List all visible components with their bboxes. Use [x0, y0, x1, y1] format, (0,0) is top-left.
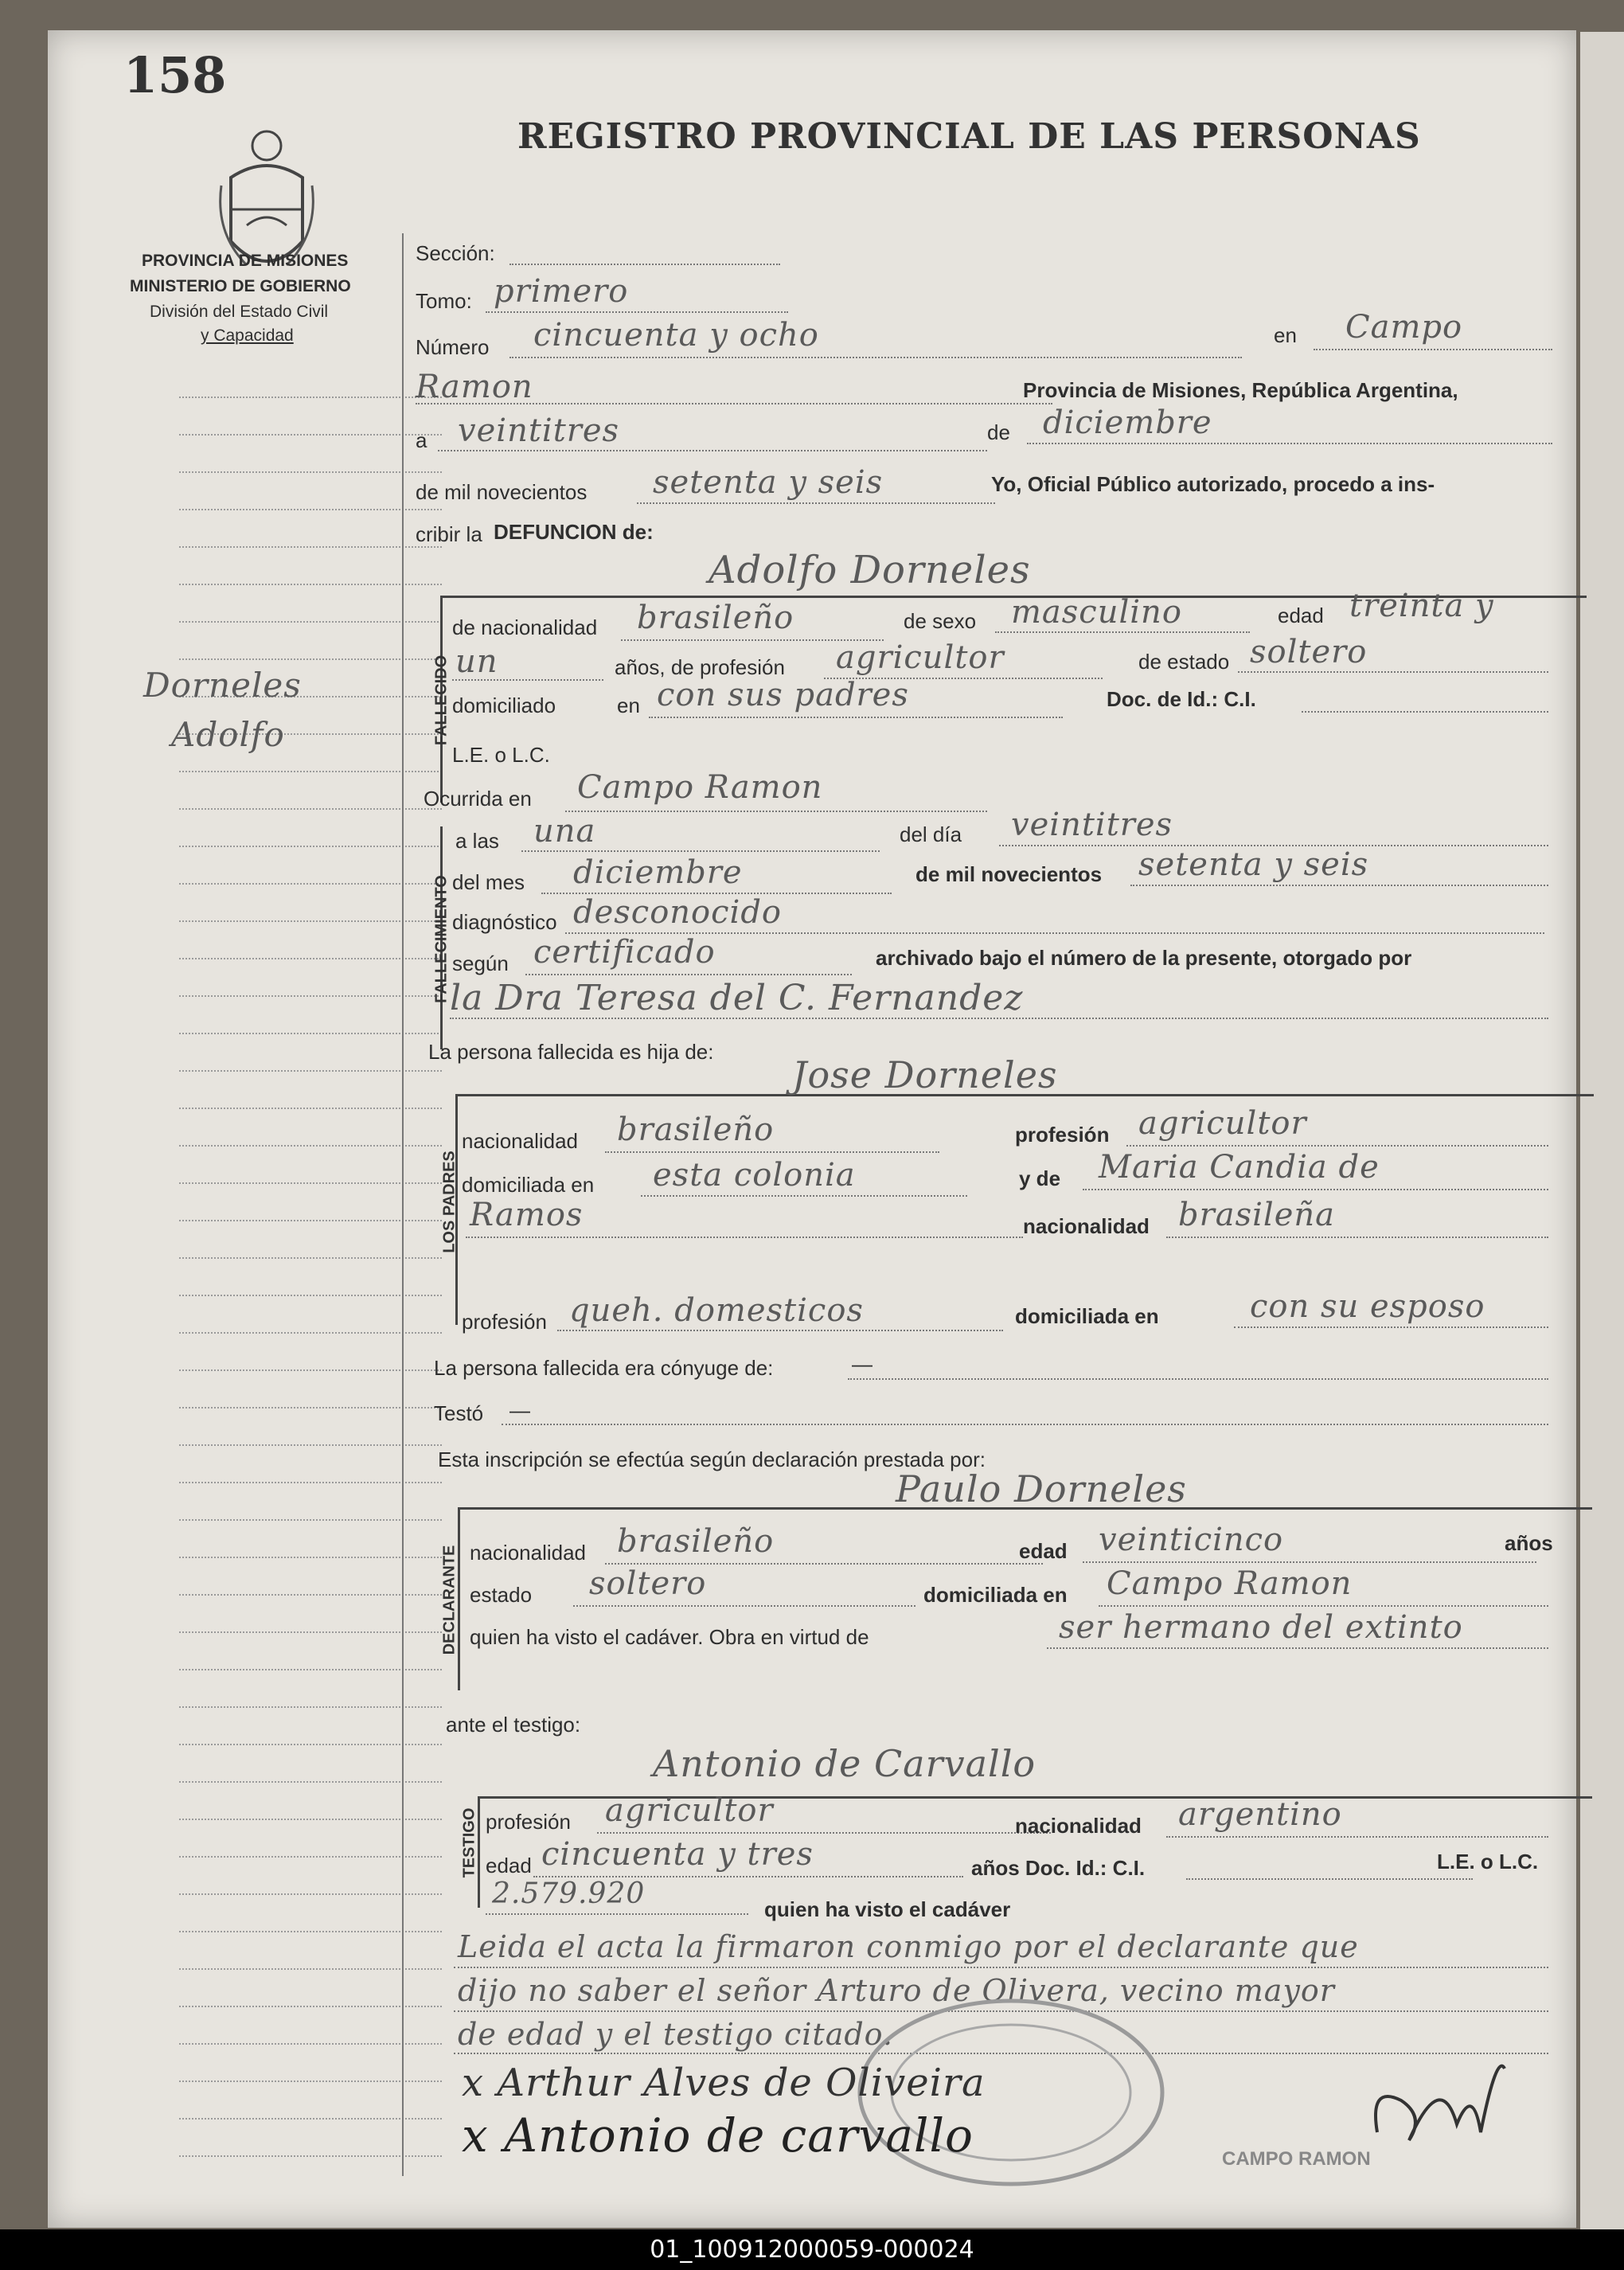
signature-antonio: x Antonio de carvallo	[462, 2108, 974, 2163]
fallecido-side-label: FALLECIDO	[432, 654, 451, 746]
de-label: de	[987, 420, 1010, 444]
test-nac-value: argentino	[1178, 1796, 1342, 1833]
tomo-value: primero	[494, 273, 629, 310]
ocurrida-label: Ocurrida en	[424, 787, 532, 811]
de-mil-label: de mil novecientos	[416, 480, 588, 504]
segun-value: certificado	[533, 934, 716, 971]
seccion-label: Sección:	[416, 241, 495, 265]
decl-dom-value: Campo Ramon	[1107, 1565, 1353, 1602]
estado-label: de estado	[1138, 650, 1230, 674]
margin-divider	[402, 233, 404, 2176]
diagnostico-value: desconocido	[573, 894, 783, 931]
adjacent-page	[1580, 32, 1624, 2229]
edad-cont: un	[455, 643, 498, 680]
lugar-value: Ramon	[416, 369, 533, 405]
decl-estado-label: estado	[470, 1583, 533, 1607]
hora-value: una	[533, 813, 596, 850]
anio-value: setenta y seis	[653, 464, 884, 501]
ocurrida-value: Campo Ramon	[577, 769, 823, 806]
mes-fall-value: diciembre	[573, 854, 743, 891]
tomo-label: Tomo:	[416, 289, 472, 313]
stamp-text: CAMPO RAMON	[1222, 2148, 1371, 2170]
conyuge-label: La persona fallecida era cónyuge de:	[434, 1356, 774, 1380]
cribir-label: cribir la	[416, 522, 482, 546]
del-dia-label: del día	[900, 822, 962, 846]
padres-side-label: LOS PADRES	[440, 1151, 459, 1253]
margin-note-surname: Dorneles	[143, 666, 302, 705]
test-prof-label: profesión	[486, 1810, 571, 1834]
en-value: Campo	[1345, 309, 1463, 346]
sexo-value: masculino	[1011, 594, 1182, 631]
y-de-label: y de	[1019, 1166, 1061, 1190]
padre-prof-label: profesión	[1015, 1123, 1110, 1147]
otorgado-value: la Dra Teresa del C. Fernandez	[450, 978, 1024, 1018]
page-title: REGISTRO PROVINCIAL DE LAS PERSONAS	[517, 116, 1421, 157]
mes-value: diciembre	[1043, 404, 1212, 441]
numero-label: Número	[416, 335, 490, 359]
de-mil-fall-label: de mil novecientos	[915, 862, 1103, 886]
decl-nac-value: brasileño	[617, 1523, 775, 1560]
nacionalidad-label: de nacionalidad	[452, 615, 598, 639]
test-prof-value: agricultor	[605, 1792, 774, 1829]
decl-cadaver-label: quien ha visto el cadáver. Obra en virtud de	[470, 1625, 869, 1649]
doc-id-label: Doc. de Id.: C.I.	[1107, 687, 1256, 711]
decl-anos-label: años	[1505, 1531, 1553, 1555]
test-doc-label: años Doc. Id.: C.I.	[971, 1856, 1146, 1880]
decl-estado-value: soltero	[589, 1565, 707, 1602]
madre-dom-value: con su esposo	[1250, 1288, 1485, 1325]
madre-prof-label: profesión	[462, 1310, 547, 1334]
testo-label: Testó	[434, 1401, 484, 1425]
authority-line-4: y Capacidad	[201, 326, 294, 345]
declarante-side-label: DECLARANTE	[440, 1545, 459, 1655]
madre-nombre: Maria Candia de	[1099, 1149, 1380, 1186]
numero-value: cincuenta y ocho	[533, 317, 819, 354]
declaracion-label: Esta inscripción se efectúa según declaración prestada por:	[438, 1448, 986, 1471]
padre-prof-value: agricultor	[1138, 1105, 1307, 1142]
a-las-label: a las	[455, 829, 499, 853]
authority-line-3: División del Estado Civil	[150, 303, 329, 321]
decl-edad-value: veinticinco	[1099, 1522, 1284, 1558]
fallecimiento-side-label: FALLECIMIENTO	[432, 875, 451, 1003]
archivado-label: archivado bajo el número de la presente, otorgado por	[876, 946, 1412, 970]
profesion-label: años, de profesión	[615, 655, 785, 679]
test-lelc-label: L.E. o L.C.	[1437, 1850, 1539, 1873]
sexo-label: de sexo	[904, 609, 977, 633]
test-nac-label: nacionalidad	[1015, 1814, 1142, 1838]
edad-value: treinta y	[1349, 588, 1494, 624]
anio-fall-value: setenta y seis	[1138, 846, 1369, 883]
closing-note-line-3: de edad y el testigo citado.	[458, 2017, 893, 2052]
en-label: en	[1274, 323, 1297, 347]
signature-arthur: x Arthur Alves de Oliveira	[462, 2061, 986, 2105]
test-doc-value: 2.579.920	[492, 1877, 646, 1910]
decl-dom-label: domiciliada en	[923, 1583, 1068, 1607]
provincia-label: Provincia de Misiones, República Argentina,	[1023, 378, 1458, 402]
del-mes-label: del mes	[452, 870, 525, 894]
testigo-side-label: TESTIGO	[460, 1807, 478, 1878]
padre-nac-value: brasileño	[617, 1112, 775, 1148]
conyuge-value: —	[852, 1352, 873, 1376]
test-edad-value: cincuenta y tres	[541, 1836, 814, 1873]
fallecido-nombre: Adolfo Dorneles	[709, 548, 1031, 592]
madre-nac-value: brasileña	[1178, 1197, 1335, 1233]
official-signature	[1361, 2037, 1521, 2164]
segun-label: según	[452, 951, 509, 975]
document-page	[48, 30, 1576, 2228]
testigo-nombre: Antonio de Carvallo	[653, 1742, 1036, 1785]
domiciliado-label: domiciliado	[452, 694, 556, 717]
dia-value: veintitres	[458, 412, 620, 449]
nacionalidad-value: brasileño	[637, 600, 794, 636]
closing-note-line-1: Leida el acta la firmaron conmigo por el declarante que	[458, 1929, 1359, 1964]
madre-dom-label: domiciliada en	[1015, 1304, 1159, 1328]
dia-fall-value: veintitres	[1011, 807, 1173, 843]
closing-note-line-2: dijo no saber el señor Arturo de Olivera, vecino mayor	[458, 1973, 1335, 2008]
page-number: 158	[123, 46, 227, 104]
en-dom-label: en	[617, 694, 640, 717]
edad-label: edad	[1278, 604, 1324, 627]
a-label: a	[416, 428, 427, 452]
le-lc-label: L.E. o L.C.	[452, 743, 550, 767]
padre-nac-label: nacionalidad	[462, 1129, 579, 1153]
diagnostico-label: diagnóstico	[452, 910, 557, 934]
estado-value: soltero	[1250, 634, 1368, 670]
margin-note-name: Adolfo	[171, 715, 285, 754]
oficial-label: Yo, Oficial Público autorizado, procedo a ins-	[991, 472, 1435, 496]
authority-line-2: MINISTERIO DE GOBIERNO	[130, 277, 351, 295]
file-identifier: 01_100912000059-000024	[0, 2229, 1624, 2270]
padre-nombre: Jose Dorneles	[792, 1053, 1058, 1096]
test-edad-label: edad	[486, 1854, 532, 1877]
ante-testigo-label: ante el testigo:	[446, 1713, 581, 1737]
domicilio-value: con sus padres	[657, 677, 909, 713]
padre-dom-value: esta colonia	[653, 1157, 856, 1194]
declarante-nombre: Paulo Dorneles	[896, 1467, 1187, 1510]
madre-cont: Ramos	[470, 1197, 584, 1233]
testo-value: —	[509, 1398, 530, 1422]
defuncion-label: DEFUNCION de:	[494, 520, 654, 544]
decl-virtud-value: ser hermano del extinto	[1059, 1609, 1463, 1646]
test-visto-label: quien ha visto el cadáver	[764, 1897, 1011, 1921]
profesion-value: agricultor	[836, 639, 1005, 676]
authority-line-1: PROVINCIA DE MISIONES	[142, 252, 349, 270]
decl-edad-label: edad	[1019, 1539, 1068, 1563]
hija-de-label: La persona fallecida es hija de:	[428, 1040, 714, 1064]
decl-nac-label: nacionalidad	[470, 1541, 587, 1565]
madre-nac-label: nacionalidad	[1023, 1214, 1150, 1238]
padre-dom-label: domiciliada en	[462, 1173, 595, 1197]
madre-prof-value: queh. domesticos	[569, 1292, 864, 1329]
